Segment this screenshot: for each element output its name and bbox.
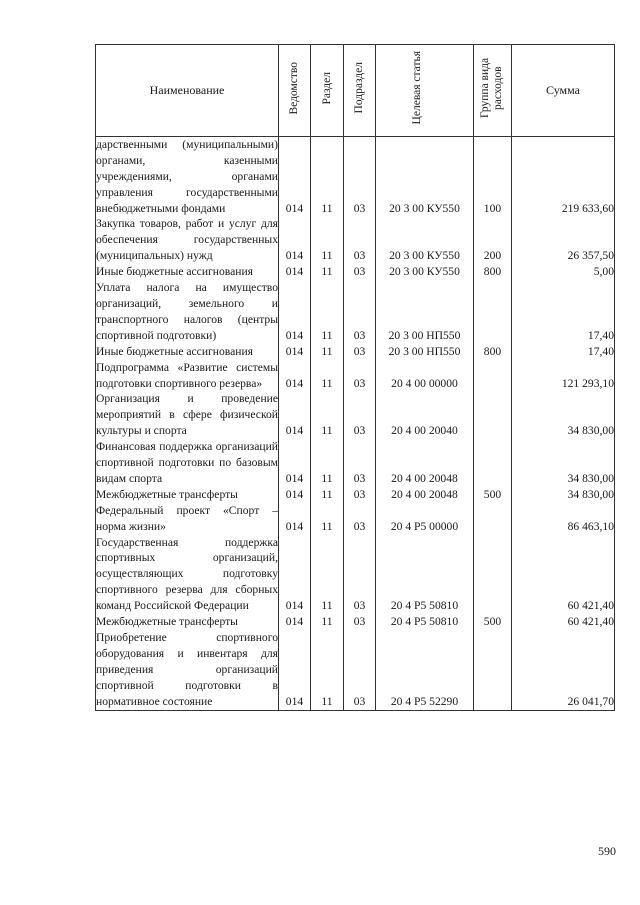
- row-name-cell: Закупка товаров, работ и услуг для обеспечения государственных (муниципальных) нужд: [96, 217, 278, 263]
- table-row: [96, 439, 615, 487]
- row-target-cell: 20 4 00 20048: [376, 439, 474, 487]
- row-subsection-cell: 03: [344, 280, 376, 344]
- row-section-cell: 11: [311, 344, 344, 360]
- row-dept-cell: 014: [279, 264, 311, 280]
- row-amount-cell: 34 830,00: [512, 487, 615, 503]
- row-subsection-cell: 03: [344, 439, 376, 487]
- row-target-cell: 20 4 00 20040: [376, 391, 474, 439]
- table-row: [96, 344, 615, 360]
- row-dept-cell: 014: [279, 216, 311, 264]
- row-section-cell: 11: [311, 487, 344, 503]
- row-subsection-cell: 03: [344, 614, 376, 630]
- table-row: [96, 630, 615, 710]
- row-subsection-cell: 03: [344, 391, 376, 439]
- row-dept-cell: 014: [279, 630, 311, 710]
- row-group-cell: 800: [474, 264, 512, 280]
- row-target-cell: 20 3 00 КУ550: [376, 264, 474, 280]
- row-group-cell: [474, 535, 512, 615]
- row-section-cell: 11: [311, 136, 344, 216]
- budget-table: [95, 44, 615, 711]
- row-target-cell: 20 3 00 НП550: [376, 280, 474, 344]
- row-name-cell: Межбюджетные трансферты: [96, 614, 279, 630]
- row-subsection-cell: 03: [344, 264, 376, 280]
- row-name-cell: Федеральный проект «Спорт – норма жизни»: [96, 503, 278, 533]
- row-dept-cell: 014: [279, 360, 311, 392]
- row-section-cell: 11: [311, 280, 344, 344]
- row-section-cell: 11: [311, 503, 344, 535]
- row-section-cell: 11: [311, 360, 344, 392]
- row-amount-cell: 34 830,00: [512, 391, 615, 439]
- row-section-cell: 11: [311, 391, 344, 439]
- row-target-cell: 20 4 P5 52290: [376, 630, 474, 710]
- row-amount-cell: 121 293,10: [512, 360, 615, 392]
- row-dept-cell: 014: [279, 280, 311, 344]
- header-target: Целевая статья: [376, 45, 474, 137]
- row-dept-cell: 014: [279, 535, 311, 615]
- header-amount: Сумма: [512, 45, 615, 137]
- row-group-cell: [474, 503, 512, 535]
- row-name-cell: Иные бюджетные ассигнования: [96, 344, 279, 360]
- row-subsection-cell: 03: [344, 630, 376, 710]
- header-subsection: Подраздел: [344, 45, 376, 137]
- row-name-cell: Организация и проведение мероприятий в сфере физической культуры и спорта: [96, 392, 278, 438]
- row-section-cell: 11: [311, 439, 344, 487]
- row-subsection-cell: 03: [344, 216, 376, 264]
- row-subsection-cell: 03: [344, 503, 376, 535]
- table-row: [96, 264, 615, 280]
- row-name-cell: Иные бюджетные ассигнования: [96, 264, 279, 280]
- table-row: [96, 360, 615, 392]
- row-group-cell: 500: [474, 487, 512, 503]
- row-amount-cell: 219 633,60: [512, 136, 615, 216]
- row-group-cell: [474, 360, 512, 392]
- row-subsection-cell: 03: [344, 487, 376, 503]
- row-section-cell: 11: [311, 614, 344, 630]
- row-subsection-cell: 03: [344, 535, 376, 615]
- row-section-cell: 11: [311, 630, 344, 710]
- row-dept-cell: 014: [279, 136, 311, 216]
- table-row: [96, 136, 615, 216]
- row-amount-cell: 86 463,10: [512, 503, 615, 535]
- row-dept-cell: 014: [279, 391, 311, 439]
- row-target-cell: 20 4 P5 00000: [376, 503, 474, 535]
- row-dept-cell: 014: [279, 487, 311, 503]
- row-section-cell: 11: [311, 264, 344, 280]
- row-amount-cell: 5,00: [512, 264, 615, 280]
- row-group-cell: [474, 391, 512, 439]
- row-amount-cell: 26 041,70: [512, 630, 615, 710]
- row-amount-cell: 17,40: [512, 280, 615, 344]
- row-amount-cell: 60 421,40: [512, 535, 615, 615]
- row-amount-cell: 34 830,00: [512, 439, 615, 487]
- header-section: Раздел: [311, 45, 344, 137]
- table-row: [96, 614, 615, 630]
- row-name-cell: Межбюджетные трансферты: [96, 487, 279, 503]
- table-row: [96, 216, 615, 264]
- row-name-cell: дарственными (муниципальными) органами, казенными учреждениями, органами управления государственными внебюджетными фондами: [96, 137, 278, 215]
- table-header-row: [96, 45, 615, 137]
- row-name-cell: Финансовая поддержка организаций спортивной подготовки по базовым видам спорта: [96, 440, 278, 485]
- row-name-cell: Подпрограмма «Развитие системы подготовки спортивного резерва»: [96, 360, 278, 390]
- row-group-cell: [474, 630, 512, 710]
- row-section-cell: 11: [311, 216, 344, 264]
- table-row: [96, 503, 615, 535]
- row-dept-cell: 014: [279, 614, 311, 630]
- row-dept-cell: 014: [279, 503, 311, 535]
- table-row: [96, 487, 615, 503]
- row-group-cell: 200: [474, 216, 512, 264]
- row-name-cell: Приобретение спортивного оборудования и инвентаря для приведения организаций спортивной подготовки в нормативное состояние: [96, 630, 279, 710]
- row-group-cell: 100: [474, 136, 512, 216]
- header-name: Наименование: [96, 45, 279, 137]
- row-amount-cell: 17,40: [512, 344, 615, 360]
- row-target-cell: 20 4 P5 50810: [376, 614, 474, 630]
- page-number: 590: [598, 844, 616, 858]
- row-name-cell: Уплата налога на имущество организаций, земельного и транспортного налогов (центры спортивной подготовки): [96, 281, 278, 342]
- header-group: Группа вида расходов: [474, 45, 512, 137]
- row-group-cell: [474, 280, 512, 344]
- row-target-cell: 20 3 00 НП550: [376, 344, 474, 360]
- row-target-cell: 20 4 P5 50810: [376, 535, 474, 615]
- document-page: [95, 44, 615, 711]
- row-target-cell: 20 3 00 КУ550: [376, 216, 474, 264]
- row-subsection-cell: 03: [344, 344, 376, 360]
- row-dept-cell: 014: [279, 439, 311, 487]
- row-name-cell: Государственная поддержка спортивных организаций, осуществляющих подготовку спортивного резерва для сборных команд Российской Федерации: [96, 535, 278, 613]
- row-amount-cell: 26 357,50: [512, 216, 615, 264]
- row-subsection-cell: 03: [344, 136, 376, 216]
- row-group-cell: 500: [474, 614, 512, 630]
- table-row: [96, 535, 615, 615]
- row-target-cell: 20 4 00 00000: [376, 360, 474, 392]
- row-group-cell: 800: [474, 344, 512, 360]
- row-target-cell: 20 4 00 20048: [376, 487, 474, 503]
- row-amount-cell: 60 421,40: [512, 614, 615, 630]
- row-section-cell: 11: [311, 535, 344, 615]
- row-group-cell: [474, 439, 512, 487]
- row-subsection-cell: 03: [344, 360, 376, 392]
- row-target-cell: 20 3 00 КУ550: [376, 136, 474, 216]
- row-dept-cell: 014: [279, 344, 311, 360]
- header-dept: Ведомство: [279, 45, 311, 137]
- table-row: [96, 280, 615, 344]
- table-row: [96, 391, 615, 439]
